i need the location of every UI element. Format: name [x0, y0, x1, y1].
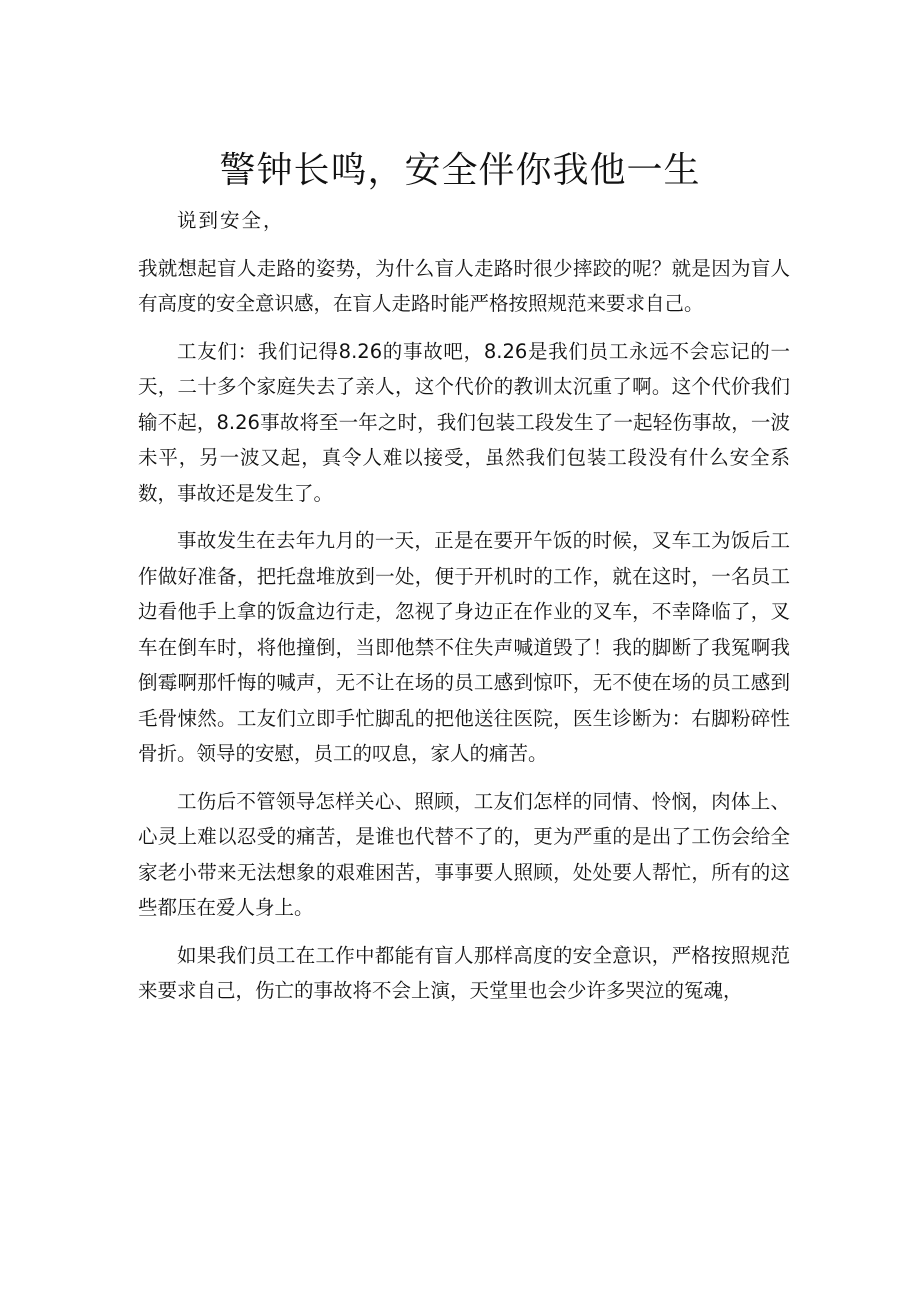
paragraph-blind-walking: 我就想起盲人走路的姿势，为什么盲人走路时很少摔跤的呢？就是因为盲人有高度的安全意识感，在盲人走路时能严格按照规范来要求自己。 — [138, 256, 790, 315]
document-body — [138, 203, 790, 1009]
document-title: 警钟长鸣，安全伴你我他一生 — [219, 150, 701, 191]
paragraph-injury-consequences: 工伤后不管领导怎样关心、照顾，工友们怎样的同情、怜悯，肉体上、心灵上难以忍受的痛苦，是谁也代替不了的，更为严重的是出了工伤会给全家老小带来无法想象的艰难困苦，事事要人照顾，处处要人帮忙，所有的这些都压在爱人身上。 — [138, 789, 790, 919]
paragraph-intro: 说到安全， — [177, 209, 285, 232]
paragraph-826-accident: 工友们：我们记得8.26的事故吧，8.26是我们员工永远不会忘记的一天，二十多个家庭失去了亲人，这个代价的教训太沉重了啊。这个代价我们输不起，8.26事故将至一年之时，我们包装工段发生了一起轻伤事故，一波未平，另一波又起，真令人难以接受，虽然我们包装工段没有什么安全系数，事故还是发生了。 — [138, 339, 790, 505]
paragraph-safety-awareness: 如果我们员工在工作中都能有盲人那样高度的安全意识，严格按照规范来要求自己，伤亡的事故将不会上演，天堂里也会少许多哭泣的冤魂， — [138, 943, 790, 1002]
paragraph-accident-details: 事故发生在去年九月的一天，正是在要开午饭的时候，叉车工为饭后工作做好准备，把托盘堆放到一处，便于开机时的工作，就在这时，一名员工边看他手上拿的饭盒边行走，忽视了身边正在作业的叉车，不幸降临了，叉车在倒车时，将他撞倒，当即他禁不住失声喊道毁了！我的脚断了我冤啊我倒霉啊那忏悔的喊声，无不让在场的员工感到惊吓，无不使在场的员工感到毛骨悚然。工友们立即手忙脚乱的把他送往医院，医生诊断为：右脚粉碎性骨折。领导的安慰，员工的叹息，家人的痛苦。 — [138, 529, 790, 765]
